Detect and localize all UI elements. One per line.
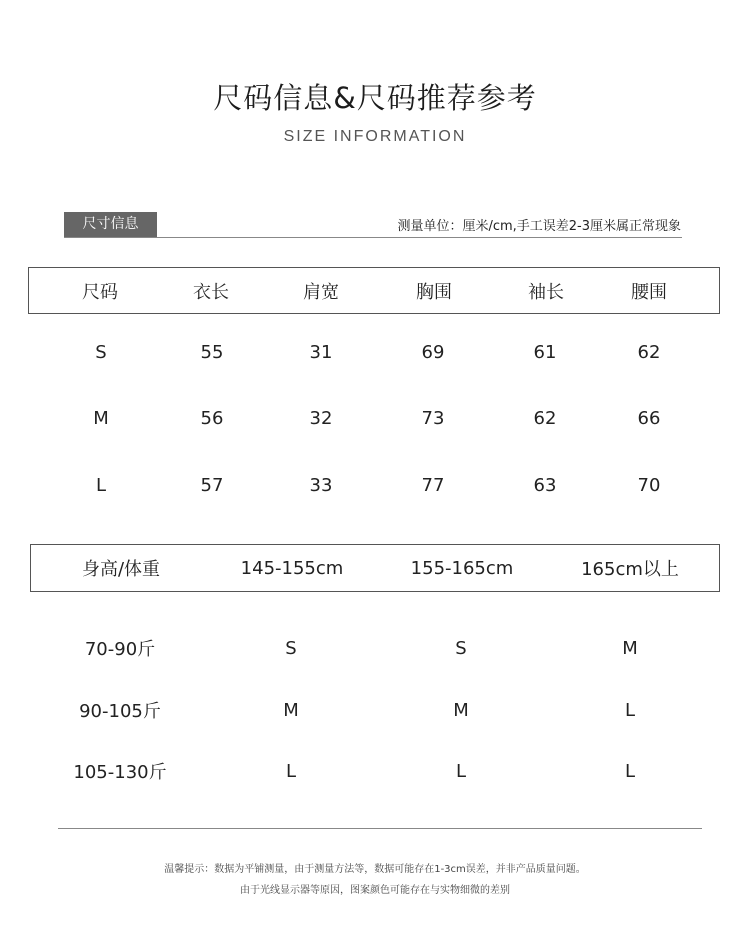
table-cell: 90-105斤	[79, 701, 161, 722]
table-cell: M	[93, 407, 109, 429]
table-cell: 70-90斤	[84, 639, 156, 660]
header-cell-size: 尺码	[82, 281, 118, 303]
table-cell: 33	[309, 474, 333, 496]
table-cell: L	[285, 760, 297, 782]
table-cell: 77	[421, 474, 445, 496]
table-cell: S	[95, 341, 107, 363]
table-cell: L	[624, 760, 636, 782]
header-cell-shoulder: 肩宽	[303, 281, 339, 303]
table-cell: 69	[421, 341, 445, 363]
header-cell-waist: 腰围	[631, 281, 667, 303]
table-cell: S	[455, 637, 467, 659]
footer-divider	[58, 828, 702, 829]
table-cell: 62	[533, 407, 557, 429]
unit-note: 测量单位：厘米/cm,手工误差2-3厘米属正常现象	[397, 219, 681, 234]
table-cell: 105-130斤	[73, 762, 167, 783]
footer-note-1: 温馨提示：数据为平铺测量，由于测量方法等，数据可能存在1-3cm误差，并非产品质量问题。	[164, 864, 586, 875]
table-row	[28, 330, 720, 374]
table-cell: M	[622, 637, 638, 659]
table-cell: M	[283, 699, 299, 721]
table-cell: 31	[309, 341, 333, 363]
table-cell: 56	[200, 407, 224, 429]
table-row	[28, 396, 720, 440]
recommend-table-header	[30, 544, 720, 592]
table-cell: 66	[637, 407, 661, 429]
table-cell: 32	[309, 407, 333, 429]
table-cell: 57	[200, 474, 224, 496]
header-cell-height-weight: 身高/体重	[81, 559, 161, 580]
table-cell: M	[453, 699, 469, 721]
header-cell-sleeve: 袖长	[528, 281, 564, 303]
table-cell: 73	[421, 407, 445, 429]
table-cell: 61	[533, 341, 557, 363]
table-cell: 62	[637, 341, 661, 363]
table-cell: 63	[533, 474, 557, 496]
header-cell-range-2: 155-165cm	[410, 557, 514, 579]
footer-note-2: 由于光线显示器等原因，图案颜色可能存在与实物细微的差别	[240, 885, 510, 896]
header-cell-range-1: 145-155cm	[240, 557, 344, 579]
page-subtitle: SIZE INFORMATION	[283, 128, 467, 145]
table-cell: L	[455, 760, 467, 782]
table-row	[28, 463, 720, 507]
header-cell-range-3: 165cm以上	[581, 559, 679, 580]
page-title: 尺码信息&尺码推荐参考	[213, 81, 537, 115]
header-cell-length: 衣长	[193, 281, 229, 303]
table-cell: 70	[637, 474, 661, 496]
section-divider	[64, 237, 682, 238]
table-row	[30, 688, 720, 732]
table-row	[30, 749, 720, 793]
table-cell: 55	[200, 341, 224, 363]
table-row	[30, 626, 720, 670]
section-tag: 尺寸信息	[64, 212, 157, 237]
table-cell: L	[95, 474, 107, 496]
header-cell-chest: 胸围	[416, 281, 452, 303]
table-cell: S	[285, 637, 297, 659]
table-cell: L	[624, 699, 636, 721]
size-table-header	[28, 267, 720, 314]
